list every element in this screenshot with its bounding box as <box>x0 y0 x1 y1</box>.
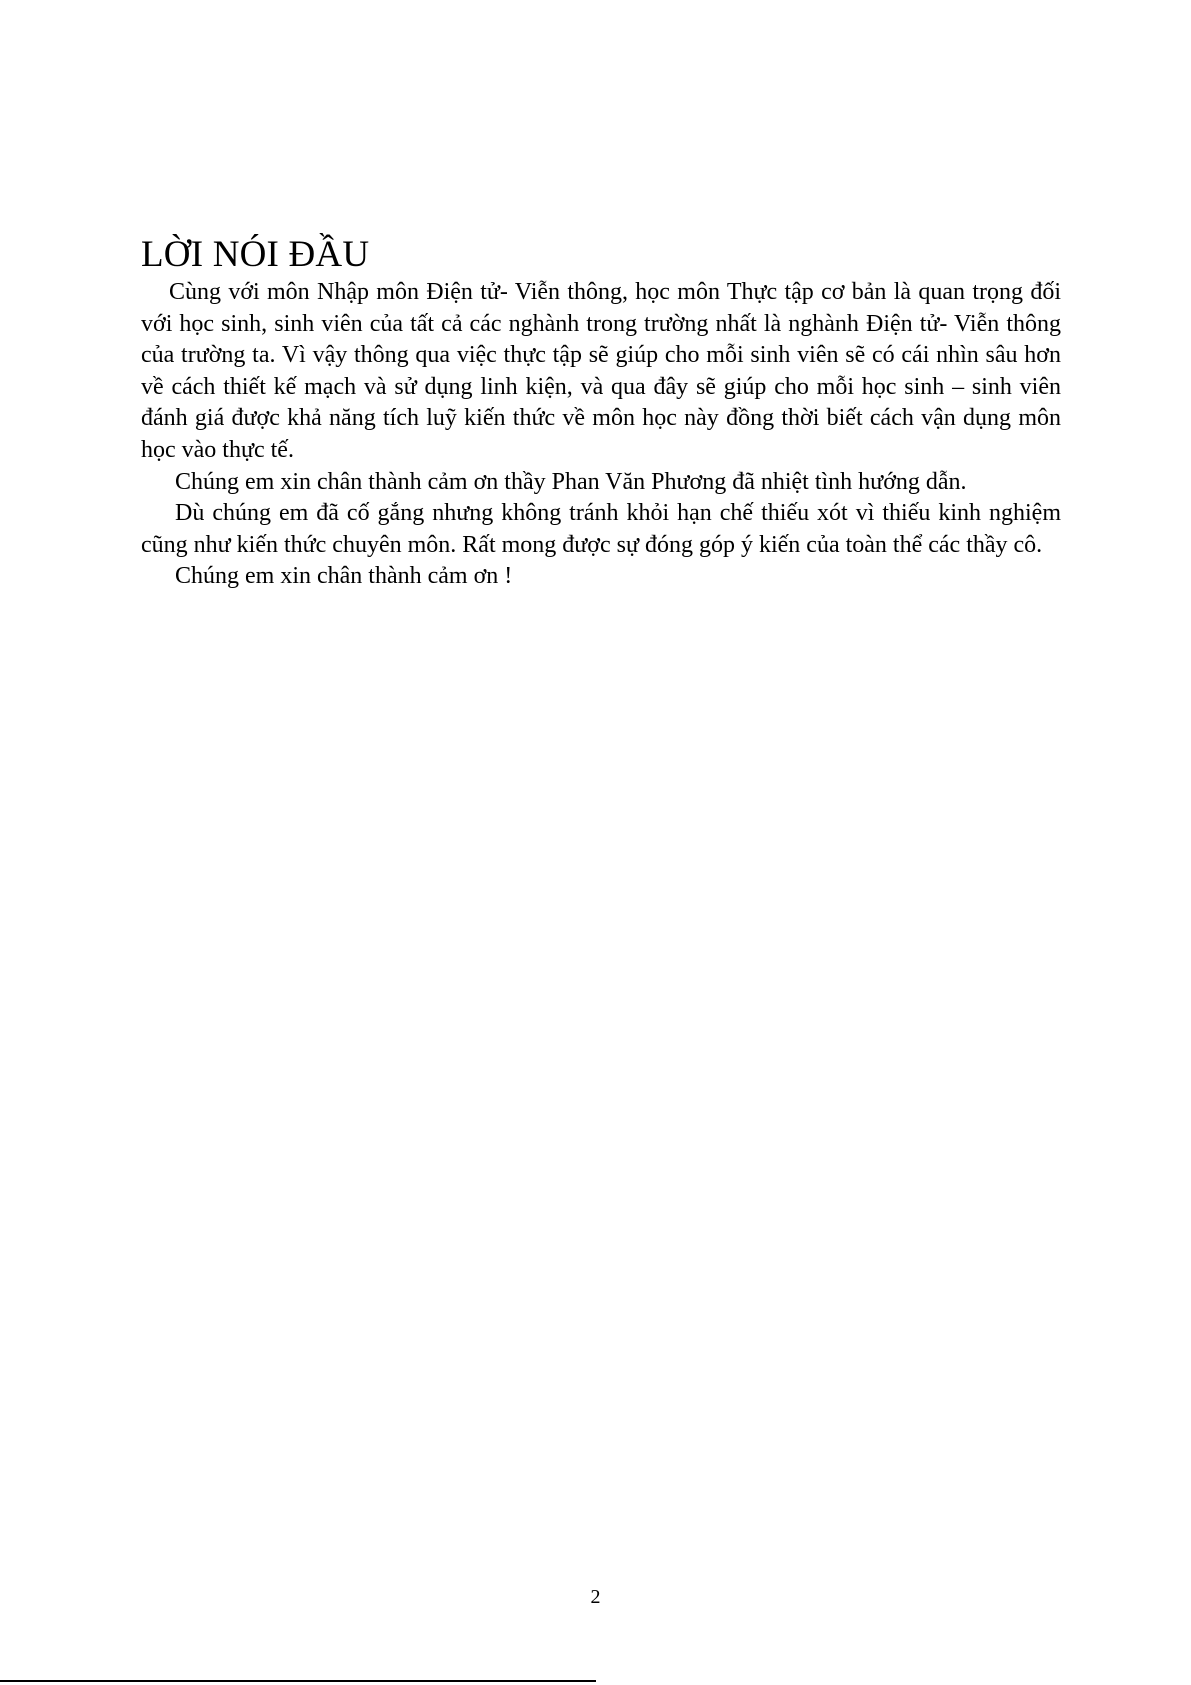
page-number: 2 <box>590 1586 601 1608</box>
body-text <box>141 277 1061 593</box>
paragraph-closing-thanks: Chúng em xin chân thành cảm ơn ! <box>175 563 513 590</box>
page-title: LỜI NÓI ĐẦU <box>141 234 370 275</box>
footer-divider <box>0 1680 596 1682</box>
paragraph-request-feedback: Dù chúng em đã cố gắng nhưng không tránh khỏi hạn chế thiếu xót vì thiếu kinh nghiệm cũng như kiến thức chuyên môn. Rất mong được sự đóng góp ý kiến của toàn thể các thầy cô. <box>141 500 1061 558</box>
paragraph-thanks-teacher: Chúng em xin chân thành cảm ơn thầy Phan Văn Phương đã nhiệt tình hướng dẫn. <box>175 468 967 495</box>
paragraph-intro: Cùng với môn Nhập môn Điện tử- Viễn thông, học môn Thực tập cơ bản là quan trọng đối với học sinh, sinh viên của tất cả các nghành trong trường nhất là nghành Điện tử- Viễn thông của trường ta. Vì vậy thông qua việc thực tập sẽ giúp cho mỗi sinh viên sẽ có cái nhìn sâu hơn về cách thiết kế mạch và sử dụng linh kiện, và qua đây sẽ giúp cho mỗi học sinh – sinh viên đánh giá được khả năng tích luỹ kiến thức về môn học này đồng thời biết cách vận dụng môn học vào thực tế. <box>141 279 1061 463</box>
